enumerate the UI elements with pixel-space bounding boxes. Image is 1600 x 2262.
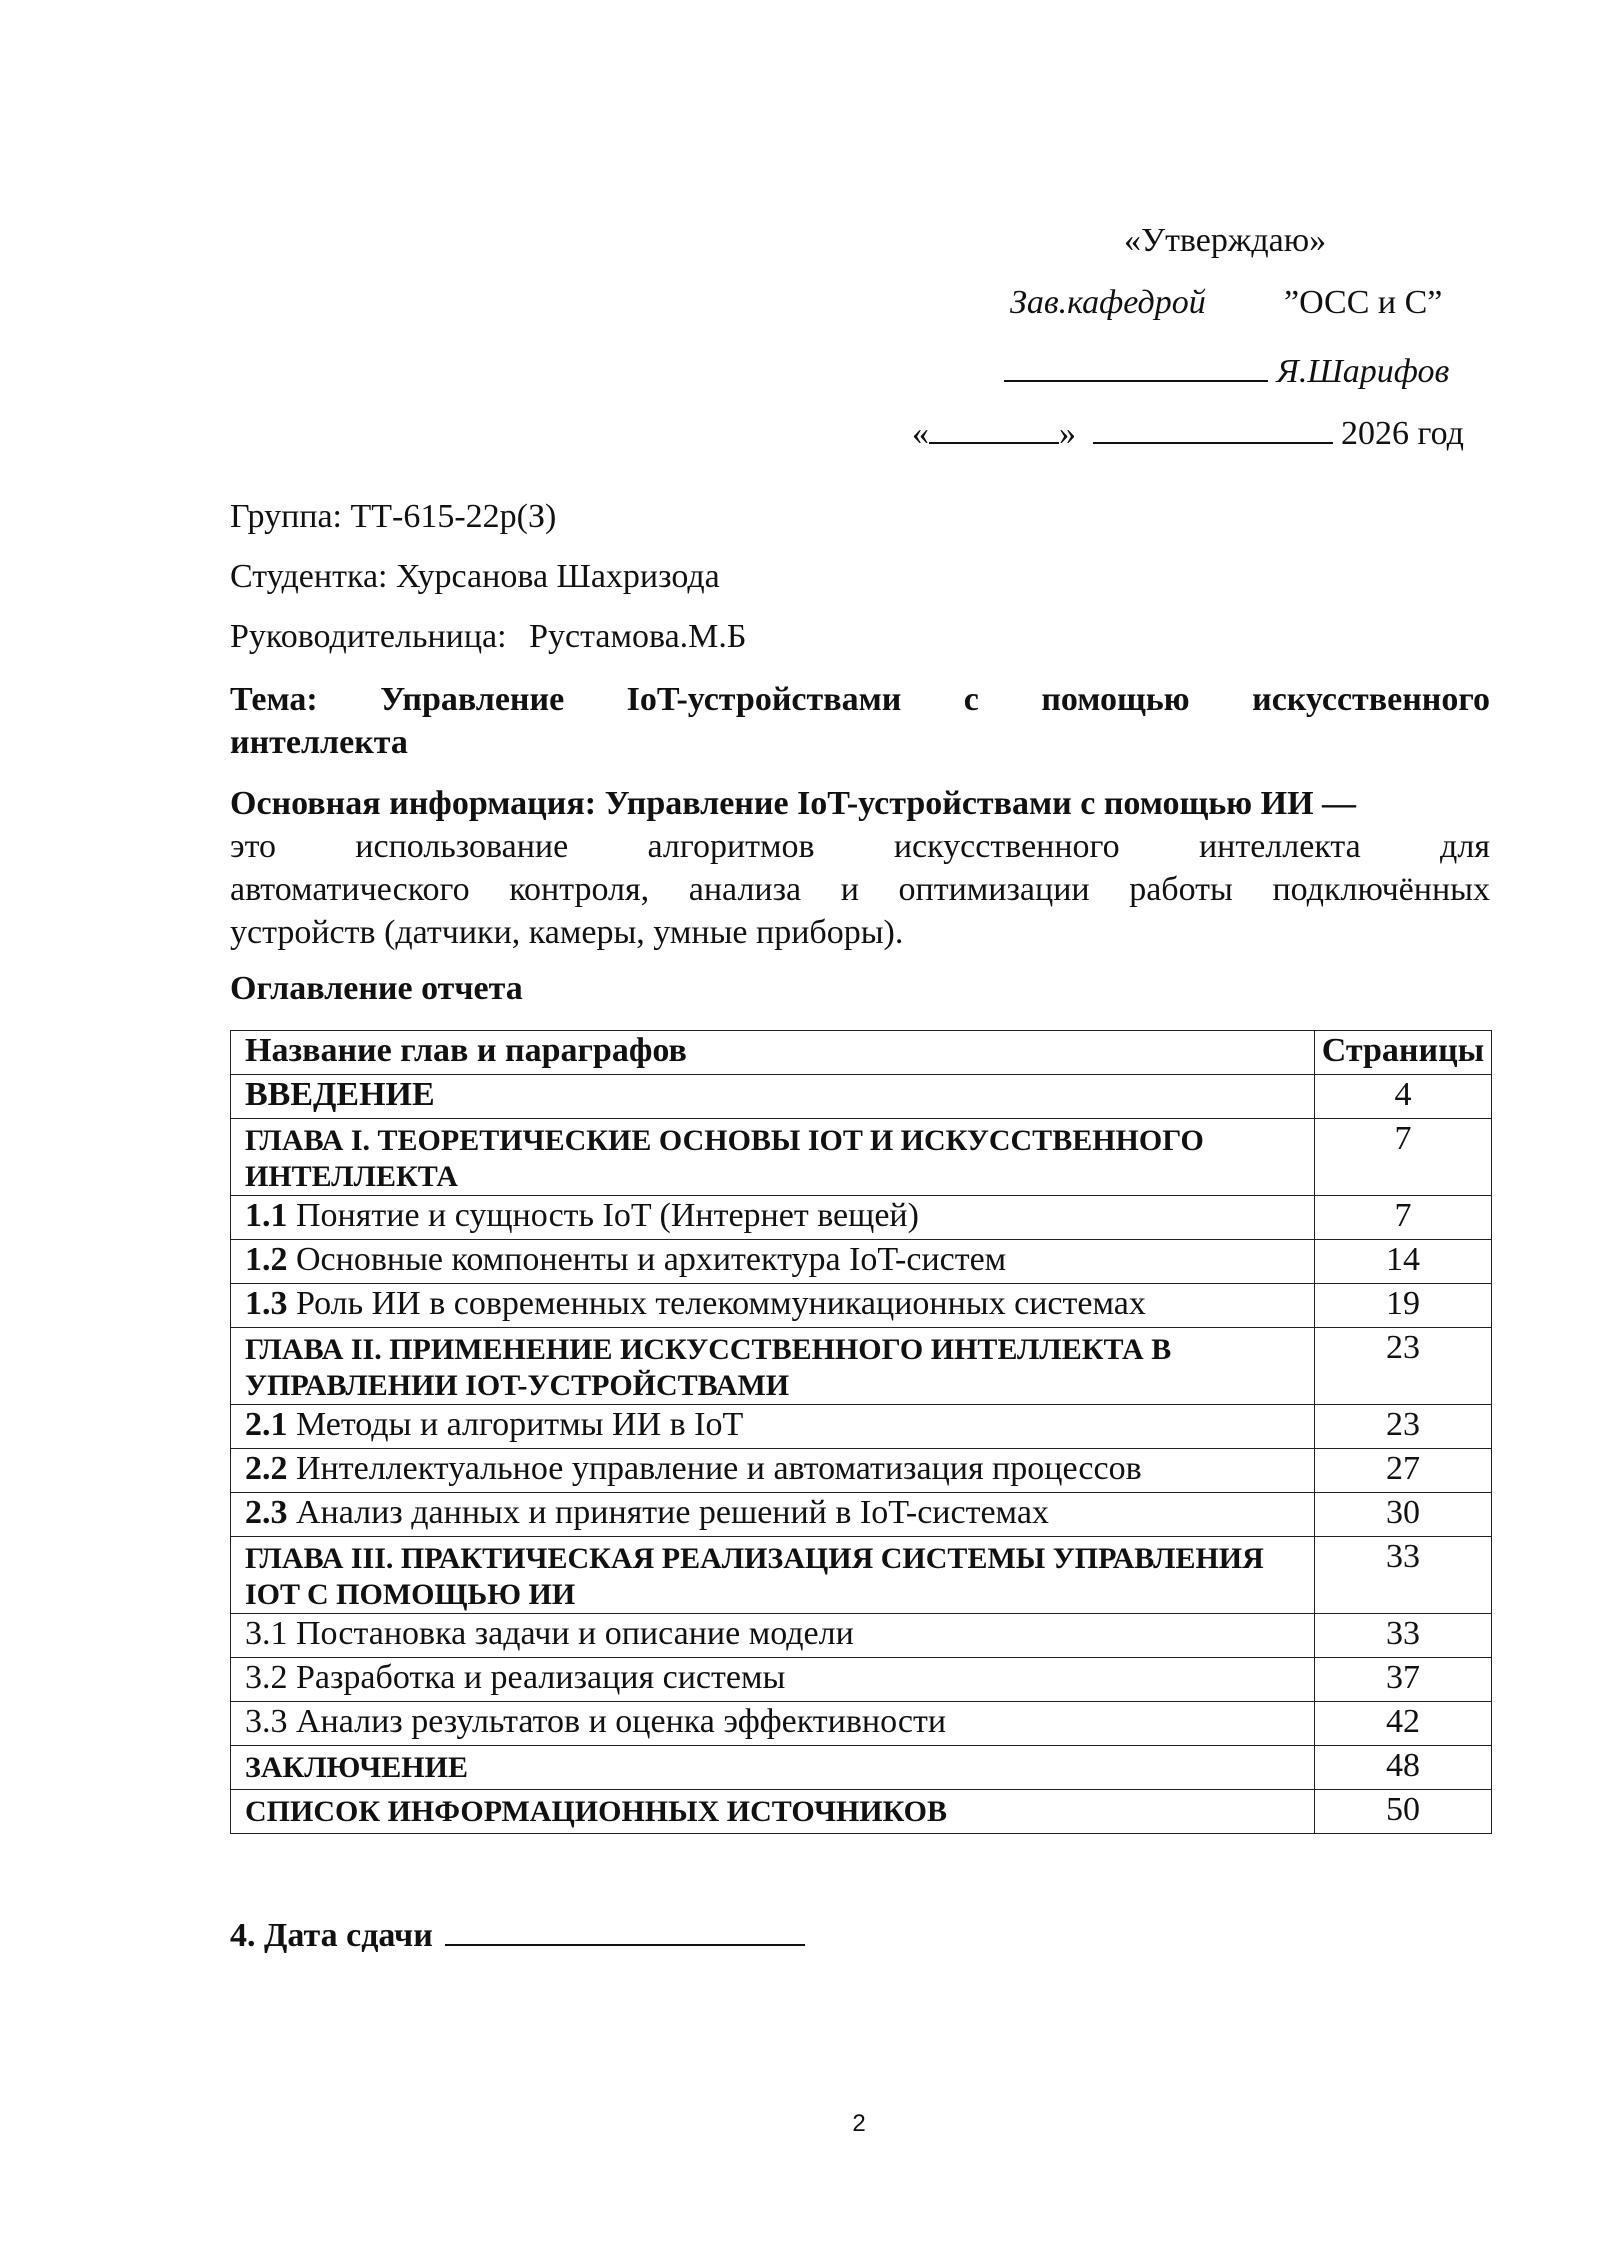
- toc-row-title: [231, 1119, 1315, 1196]
- supervisor-name: Рустамова.М.Б: [529, 618, 747, 655]
- toc-row-title: 3.2 Разработка и реализация системы: [231, 1658, 1315, 1702]
- toc-row-title: [231, 1240, 1315, 1284]
- approval-year: 2026 год: [1341, 415, 1464, 452]
- toc-chapter-title: ГЛАВА II. ПРИМЕНЕНИЕ ИСКУССТВЕННОГО ИНТЕЛЛЕКТА В УПРАВЛЕНИИ IOT-УСТРОЙСТВАМИ: [245, 1333, 1172, 1402]
- toc-row-text: Понятие и сущность IoT (Интернет вещей): [296, 1197, 919, 1234]
- toc-row: [231, 1075, 1492, 1119]
- supervisor-line: [230, 618, 746, 656]
- toc-row: [231, 1405, 1492, 1449]
- topic-word: с: [963, 681, 979, 718]
- toc-row-text: Анализ данных и принятие решений в IoT-системах: [296, 1494, 1049, 1531]
- main-info-block: [230, 782, 1490, 954]
- toc-row-number: 1.3: [245, 1285, 288, 1322]
- toc-row-page: 23: [1315, 1328, 1492, 1405]
- approval-head-name: Я.Шарифов: [1276, 353, 1450, 390]
- toc-row-page: 48: [1315, 1746, 1492, 1790]
- toc-row-title: [231, 1284, 1315, 1328]
- toc-row-title: [231, 1746, 1315, 1790]
- approval-department: ”ОСС и С”: [1284, 284, 1443, 321]
- topic-line2: интеллекта: [230, 724, 408, 761]
- main-info-line2: [230, 825, 1490, 868]
- toc-row-number: 2.1: [245, 1406, 288, 1443]
- toc-row-title: [231, 1790, 1315, 1834]
- approval-title: «Утверждаю»: [1124, 222, 1327, 259]
- toc-row-text: Роль ИИ в современных телекоммуникационных системах: [296, 1285, 1146, 1322]
- student-line: Студентка: Хурсанова Шахризода: [230, 558, 720, 595]
- toc-row: [231, 1790, 1492, 1834]
- toc-row-page: 33: [1315, 1614, 1492, 1658]
- toc-row-title: [231, 1449, 1315, 1493]
- date-open-quote: «: [912, 415, 929, 452]
- toc-row: [231, 1658, 1492, 1702]
- toc-row-page: 14: [1315, 1240, 1492, 1284]
- toc-row-number: 1.1: [245, 1197, 288, 1234]
- toc-heading: Оглавление отчета: [230, 970, 523, 1007]
- toc-row-page: 4: [1315, 1075, 1492, 1119]
- main-info-line3: автоматического контроля, анализа и оптимизации работы подключённых: [230, 871, 1490, 908]
- toc-row: [231, 1284, 1492, 1328]
- topic-label: Тема:: [230, 681, 318, 718]
- toc-row-text: Методы и алгоритмы ИИ в IoT: [296, 1406, 744, 1443]
- toc-row-number: 2.2: [245, 1450, 288, 1487]
- topic-word: IoT-устройствами: [626, 681, 902, 718]
- toc-col-pages: Страницы: [1315, 1031, 1492, 1075]
- page-number: 2: [852, 2110, 866, 2137]
- toc-row-number: 1.2: [245, 1241, 288, 1278]
- toc-section-title: СПИСОК ИНФОРМАЦИОННЫХ ИСТОЧНИКОВ: [245, 1795, 947, 1828]
- toc-row: [231, 1196, 1492, 1240]
- toc-row-number: 2.3: [245, 1494, 288, 1531]
- main-info-label: Основная информация:: [230, 785, 597, 822]
- deadline-line: [230, 1910, 805, 1955]
- group-line: Группа: ТТ-615-22р(З): [230, 498, 557, 535]
- toc-row-page: 27: [1315, 1449, 1492, 1493]
- main-info-word: это: [230, 828, 277, 865]
- main-info-word: алгоритмов: [647, 828, 815, 865]
- toc-row-page: 19: [1315, 1284, 1492, 1328]
- toc-row-title: [231, 1328, 1315, 1405]
- toc-row-page: 7: [1315, 1119, 1492, 1196]
- toc-row: [231, 1537, 1492, 1614]
- topic-word: искусственного: [1252, 681, 1490, 718]
- main-info-word: интеллекта: [1198, 828, 1361, 865]
- toc-row: [231, 1614, 1492, 1658]
- toc-table: [230, 1030, 1492, 1834]
- toc-row-page: 42: [1315, 1702, 1492, 1746]
- toc-header-row: [231, 1031, 1492, 1075]
- toc-row-page: 30: [1315, 1493, 1492, 1537]
- toc-row-title: [231, 1537, 1315, 1614]
- toc-row-title: 3.1 Постановка задачи и описание модели: [231, 1614, 1315, 1658]
- toc-row-page: 50: [1315, 1790, 1492, 1834]
- topic-word: Управление: [380, 681, 565, 718]
- toc-row: [231, 1702, 1492, 1746]
- toc-row-page: 7: [1315, 1196, 1492, 1240]
- toc-row: [231, 1449, 1492, 1493]
- topic-word: помощью: [1041, 681, 1190, 718]
- toc-row-page: 33: [1315, 1537, 1492, 1614]
- main-info-line1: [230, 782, 1490, 825]
- toc-chapter-title: ГЛАВА I. ТЕОРЕТИЧЕСКИЕ ОСНОВЫ IOT И ИСКУССТВЕННОГО ИНТЕЛЛЕКТА: [245, 1124, 1204, 1193]
- day-blank: [929, 408, 1059, 444]
- toc-row: [231, 1746, 1492, 1790]
- toc-section-title: ЗАКЛЮЧЕНИЕ: [245, 1751, 468, 1784]
- toc-col-title: Название глав и параграфов: [231, 1031, 1315, 1075]
- main-info-bold-text: Управление IoT-устройствами с помощью ИИ —: [604, 785, 1357, 822]
- signature-blank: [1004, 346, 1268, 382]
- approval-signature-line: [1004, 346, 1449, 391]
- toc-row-title: [231, 1493, 1315, 1537]
- toc-row-title: ВВЕДЕНИЕ: [231, 1075, 1315, 1119]
- month-blank: [1093, 408, 1333, 444]
- toc-row: [231, 1240, 1492, 1284]
- topic-block: [230, 678, 1490, 764]
- toc-row: [231, 1328, 1492, 1405]
- approval-date-line: [912, 408, 1464, 453]
- toc-row-text: Интеллектуальное управление и автоматизация процессов: [296, 1450, 1142, 1487]
- toc-row-title: [231, 1196, 1315, 1240]
- toc-row-text: Основные компоненты и архитектура IoT-систем: [296, 1241, 1007, 1278]
- main-info-word: искусственного: [893, 828, 1120, 865]
- toc-row: [231, 1119, 1492, 1196]
- main-info-line4: устройств (датчики, камеры, умные приборы).: [230, 914, 904, 951]
- toc-row-title: 3.3 Анализ результатов и оценка эффективности: [231, 1702, 1315, 1746]
- toc-row-page: 23: [1315, 1405, 1492, 1449]
- main-info-word: для: [1440, 828, 1490, 865]
- main-info-word: использование: [355, 828, 569, 865]
- topic-line1: [230, 678, 1490, 721]
- approval-position: Зав.кафедрой: [1010, 284, 1206, 321]
- supervisor-label: Руководительница:: [230, 618, 507, 655]
- deadline-blank: [445, 1910, 805, 1946]
- toc-chapter-title: ГЛАВА III. ПРАКТИЧЕСКАЯ РЕАЛИЗАЦИЯ СИСТЕМЫ УПРАВЛЕНИЯ IOT С ПОМОЩЬЮ ИИ: [245, 1542, 1264, 1611]
- deadline-label: 4. Дата сдачи: [230, 1917, 433, 1954]
- toc-row-page: 37: [1315, 1658, 1492, 1702]
- toc-row: [231, 1493, 1492, 1537]
- toc-row-title: [231, 1405, 1315, 1449]
- date-close-quote: »: [1059, 415, 1076, 452]
